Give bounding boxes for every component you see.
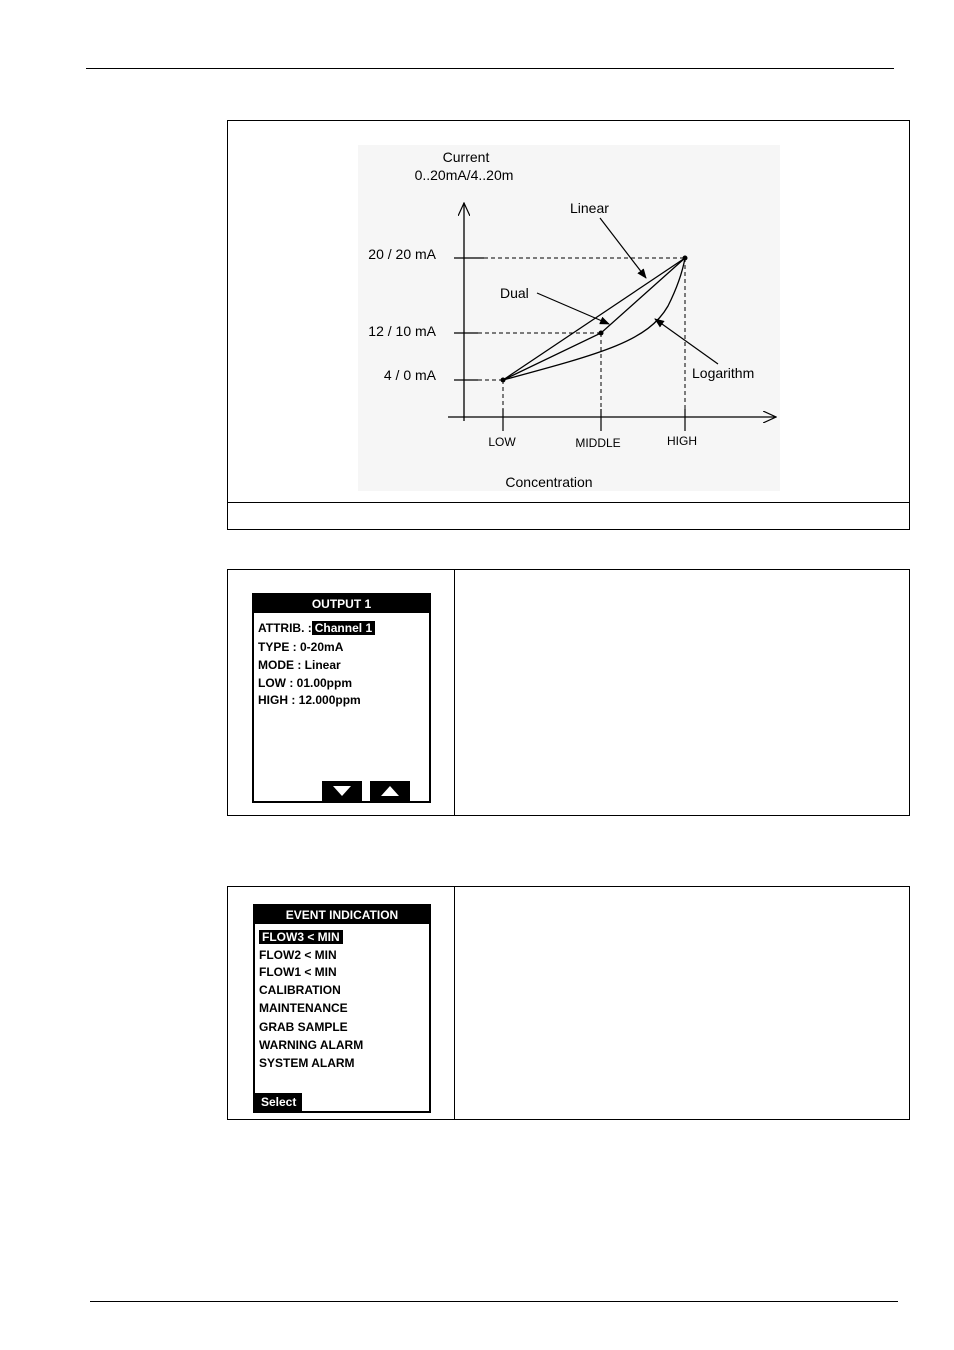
logarithm-label: Logarithm	[692, 365, 755, 381]
attrib-label: ATTRIB. :	[258, 621, 312, 635]
down-arrow-icon	[322, 781, 362, 801]
select-button[interactable]: Select	[255, 1093, 302, 1111]
footer-rule	[90, 1301, 898, 1302]
event-item-selected-label: FLOW3 < MIN	[259, 930, 343, 944]
event-screen-title: EVENT INDICATION	[255, 906, 429, 924]
linear-label: Linear	[570, 200, 609, 216]
output-curve-graph	[228, 121, 909, 501]
event-screen-table	[227, 886, 910, 1120]
event-item-system-alarm[interactable]: SYSTEM ALARM	[259, 1056, 355, 1070]
event-item-selected[interactable]	[259, 929, 343, 945]
figure-caption-row	[228, 502, 909, 529]
output-screen-title: OUTPUT 1	[254, 595, 429, 613]
output-lcd-screen	[252, 593, 431, 803]
up-arrow-icon	[370, 781, 410, 801]
output-curve-figure	[227, 120, 910, 530]
x-tick-label-middle: MIDDLE	[575, 436, 621, 450]
y-tick-label-4: 4 / 0 mA	[383, 367, 436, 383]
y-axis-title-line2: 0..20mA/4..20m	[414, 167, 514, 183]
event-item-grab-sample[interactable]: GRAB SAMPLE	[259, 1020, 348, 1034]
scroll-down-button[interactable]	[322, 781, 362, 801]
x-tick-label-low: LOW	[488, 435, 516, 449]
event-lcd-screen	[253, 904, 431, 1113]
event-item-flow2[interactable]: FLOW2 < MIN	[259, 948, 337, 962]
mode-row[interactable]: MODE : Linear	[258, 658, 341, 672]
high-row[interactable]: HIGH : 12.000ppm	[258, 693, 361, 707]
y-axis-title-line1: Current	[442, 149, 490, 165]
x-axis-title: Concentration	[505, 474, 593, 490]
dual-label: Dual	[500, 285, 529, 301]
event-item-flow1[interactable]: FLOW1 < MIN	[259, 965, 337, 979]
output-screen-table	[227, 569, 910, 816]
y-tick-label-20: 20 / 20 mA	[368, 246, 436, 262]
event-item-warning-alarm[interactable]: WARNING ALARM	[259, 1038, 364, 1052]
attrib-value[interactable]: Channel 1	[312, 621, 375, 635]
attrib-row[interactable]	[258, 620, 375, 636]
y-tick-label-12: 12 / 10 mA	[368, 323, 436, 339]
event-item-calibration[interactable]: CALIBRATION	[259, 983, 341, 997]
low-row[interactable]: LOW : 01.00ppm	[258, 676, 353, 690]
scroll-up-button[interactable]	[370, 781, 410, 801]
x-tick-label-high: HIGH	[667, 434, 697, 448]
header-rule	[86, 68, 894, 69]
type-row[interactable]: TYPE : 0-20mA	[258, 640, 344, 654]
event-item-maintenance[interactable]: MAINTENANCE	[259, 1001, 348, 1015]
